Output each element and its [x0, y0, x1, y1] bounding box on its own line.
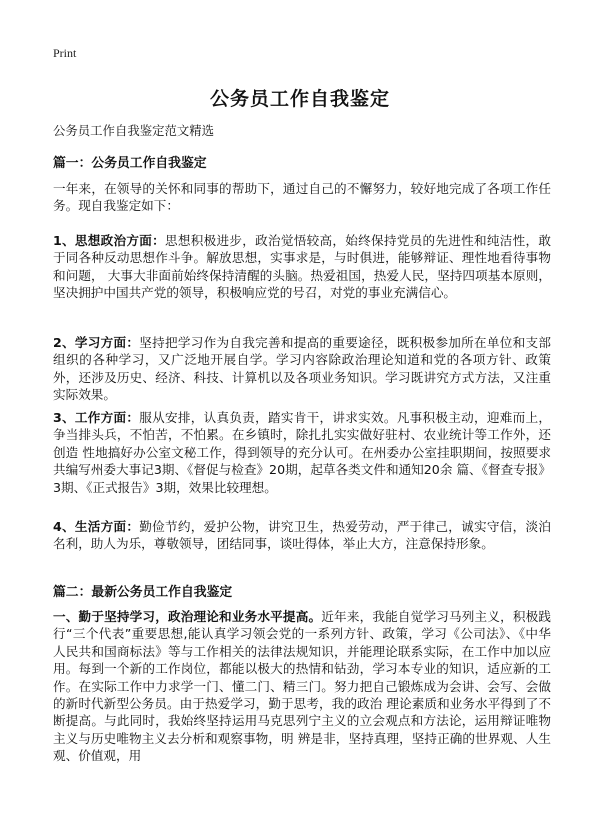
document-subtitle: 公务员工作自我鉴定范文精选: [53, 123, 215, 138]
section-heading-1: 篇一：公务员工作自我鉴定: [53, 156, 207, 171]
paragraph-learning: [53, 608, 551, 765]
print-link[interactable]: Print: [53, 46, 77, 60]
paragraph-work-text: 服从安排，认真负责，踏实肯干，讲求实效。凡事积极主动，迎难而上，争当排头兵，不怕苦，不怕累。在乡镇时，除扎扎实实做好驻村、农业统计等工作外，还创造 性地搞好办公室文秘工作，得到领导的充分认可。在州委办公室挂职期间，按照要求共编写州委大事记3期、《督促与检查》20期，起草各类文件和通知20余 篇、《督查专报》3期、《正式报告》3期，效果比较理想。: [53, 410, 552, 495]
paragraph-life: [53, 518, 551, 553]
paragraph-study-text: 坚持把学习作为自我完善和提高的重要途径，既积极参加所在单位和支部组织的各种学习，又广泛地开展自学。学习内容除政治理论知道和党的各项方针、政策外，还涉及历史、经济、科技、计算机以及各项业务知识。学习既讲究方式方法，又注重实际效果。: [53, 335, 552, 403]
paragraph-politics: [53, 232, 551, 302]
paragraph-life-text: 勤俭节约，爱护公物，讲究卫生，热爱劳动，严于律己，诚实守信，淡泊名利，助人为乐，尊敬领导，团结同事，谈吐得体，举止大方，注意保持形象。: [53, 519, 552, 552]
paragraph-life-label: 4、生活方面：: [53, 519, 140, 534]
paragraph-learning-text: 近年来，我能自觉学习马列主义，积极践行“三个代表”重要思想,能认真学习领会党的一系列方针、政策，学习《公司法》、《中华 人民共和国商标法》等与工作相关的法律法规知识，并能理论联系实际，在工作中加以应用。每到一个新的工作岗位，都能以极大的热情和钻劲，学习本专业的知识，适应新的工作。在实际工作中力求学一门、懂二门、精三门。努力把自己锻炼成为会讲、会写、会做的新时代新型公务员。由于热爱学习，勤于思考，我的政治 理论素质和业务水平得到了不断提高。与此同时，我始终坚持运用马克思列宁主义的立会观点和方法论，运用辩证唯物主义与历史唯物主义去分析和观察事物，明 辨是非，坚持真理，坚持正确的世界观、人生观、价值观，用: [53, 609, 552, 764]
paragraph-politics-text: 思想积极进步，政治觉悟较高，始终保持党员的先进性和纯洁性，敢于同各种反动思想作斗争。解放思想，实事求是，与时俱进，能够辩证、理性地看待事物和问题， 大事大非面前始终保持清醒的头脑。热爱祖国，热爱人民，坚持四项基本原则，坚决拥护中国共产党的领导，积极响应党的号召，对党的事业充满信心。: [53, 233, 552, 301]
paragraph-politics-label: 1、思想政治方面：: [53, 233, 166, 248]
paragraph-work: [53, 409, 551, 496]
paragraph-study-label: 2、学习方面：: [53, 335, 140, 350]
paragraph-learning-label: 一、勤于坚持学习，政治理论和业务水平提高。: [53, 609, 322, 624]
paragraph-work-label: 3、工作方面：: [53, 410, 140, 425]
section-heading-2: 篇二：最新公务员工作自我鉴定: [53, 585, 233, 600]
paragraph-study: [53, 334, 551, 404]
page-title: 公务员工作自我鉴定: [209, 88, 390, 110]
intro-paragraph: 一年来，在领导的关怀和同事的帮助下，通过自己的不懈努力，较好地完成了各项工作任务。现自我鉴定如下：: [53, 181, 551, 214]
